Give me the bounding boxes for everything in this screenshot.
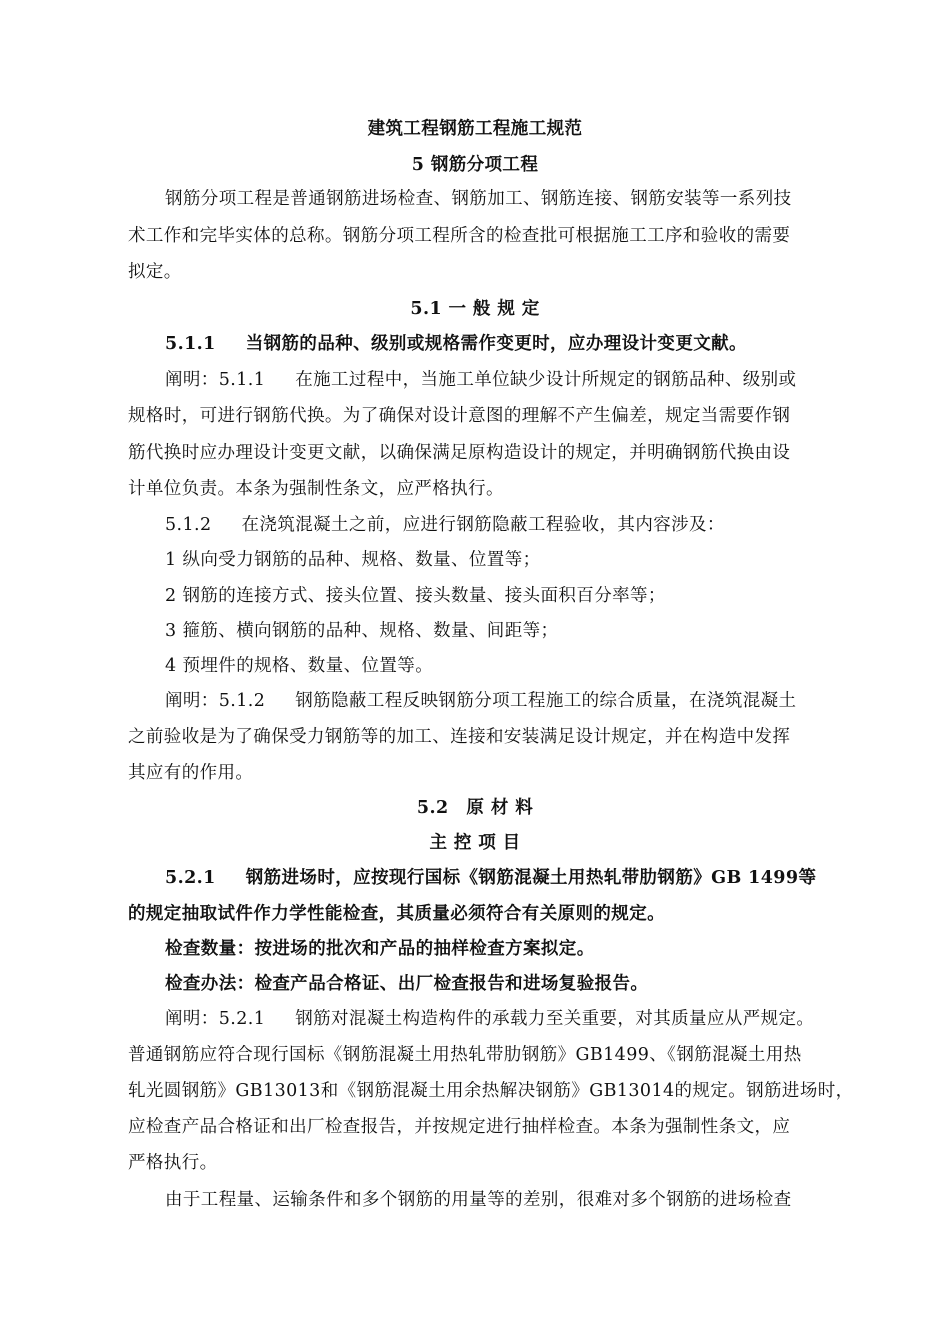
- note-5-2-1-line-4: 应检查产品合格证和出厂检查报告，并按规定进行抽样检查。本条为强制性条文，应: [128, 1117, 791, 1137]
- section-5-1-heading: 5.1 一 般 规 定: [410, 299, 540, 319]
- note-5-2-1-line-2: 普通钢筋应符合现行国标《钢筋混凝土用热轧带肋钢筋》GB1499、《钢筋混凝土用热: [128, 1045, 802, 1065]
- note-5-1-2-first-line: [165, 690, 895, 712]
- clause-text: 钢筋进场时，应按现行国标《钢筋混凝土用热轧带肋钢筋》GB 1499等: [245, 868, 817, 888]
- list-item: 1 纵向受力钢筋的品种、规格、数量、位置等；: [165, 550, 541, 570]
- note-label: 阐明：5.1.2: [165, 691, 266, 711]
- note-5-1-2-line-2: 之前验收是为了确保受力钢筋等的加工、连接和安装满足设计规定，并在构造中发挥: [128, 727, 791, 747]
- clause-5-2-1-line-2: 的规定抽取试件作力学性能检查，其质量必须符合有关原则的规定。: [128, 904, 665, 924]
- note-label: 阐明：5.1.1: [165, 370, 266, 390]
- check-method: 检查办法：检查产品合格证、出厂检查报告和进场复验报告。: [165, 974, 649, 994]
- clause-number: 5.2.1: [165, 868, 216, 888]
- clause-text: 在浇筑混凝土之前，应进行钢筋隐蔽工程验收，其内容涉及：: [241, 515, 725, 535]
- note-5-2-1-line-3: 轧光圆钢筋》GB13013和《钢筋混凝土用余热解决钢筋》GB13014的规定。钢筋进场时，: [128, 1081, 854, 1101]
- intro-line-2: 术工作和完毕实体的总称。钢筋分项工程所含的检查批可根据施工工序和验收的需要: [128, 226, 791, 246]
- intro-line-3: 拟定。: [128, 262, 182, 282]
- note-text: 在施工过程中，当施工单位缺少设计所规定的钢筋品种、级别或: [295, 370, 797, 390]
- list-item: 2 钢筋的连接方式、接头位置、接头数量、接头面积百分率等；: [165, 586, 666, 606]
- clause-5-2-1: [165, 867, 895, 889]
- section-5-2-heading: 5.2 原 材 料: [416, 798, 534, 818]
- check-quantity: 检查数量：按进场的批次和产品的抽样检查方案拟定。: [165, 939, 595, 959]
- list-item: 4 预埋件的规格、数量、位置等。: [165, 656, 434, 676]
- note-text: 钢筋隐蔽工程反映钢筋分项工程施工的综合质量，在浇筑混凝土: [295, 691, 797, 711]
- document-title: 建筑工程钢筋工程施工规范: [367, 119, 583, 139]
- list-item: 3 箍筋、横向钢筋的品种、规格、数量、间距等；: [165, 621, 559, 641]
- note-text: 钢筋对混凝土构造构件的承载力至关重要，对其质量应从严规定。: [295, 1009, 815, 1029]
- note-5-1-1-first-line: [165, 369, 895, 391]
- clause-text: 当钢筋的品种、级别或规格需作变更时，应办理设计变更文献。: [245, 334, 747, 354]
- note-5-1-1-line-2: 规格时，可进行钢筋代换。为了确保对设计意图的理解不产生偏差，规定当需要作钢: [128, 406, 791, 426]
- note-5-1-1-line-4: 计单位负责。本条为强制性条文，应严格执行。: [128, 479, 504, 499]
- clause-5-1-1: [165, 333, 895, 355]
- main-control-items-heading: 主 控 项 目: [429, 833, 521, 853]
- note-5-2-1-line-5: 严格执行。: [128, 1153, 218, 1173]
- chapter-heading: 5 钢筋分项工程: [411, 155, 539, 175]
- clause-number: 5.1.2: [165, 515, 212, 535]
- note-label: 阐明：5.2.1: [165, 1009, 266, 1029]
- clause-5-1-2: [165, 514, 895, 536]
- note-5-1-1-line-3: 筋代换时应办理设计变更文献，以确保满足原构造设计的规定，并明确钢筋代换由设: [128, 443, 791, 463]
- last-paragraph-line: 由于工程量、运输条件和多个钢筋的用量等的差别，很难对多个钢筋的进场检查: [165, 1190, 792, 1210]
- clause-number: 5.1.1: [165, 334, 216, 354]
- note-5-1-2-line-3: 其应有的作用。: [128, 763, 254, 783]
- note-5-2-1-first-line: [165, 1008, 895, 1030]
- intro-line-1: 钢筋分项工程是普通钢筋进场检查、钢筋加工、钢筋连接、钢筋安装等一系列技: [165, 189, 792, 209]
